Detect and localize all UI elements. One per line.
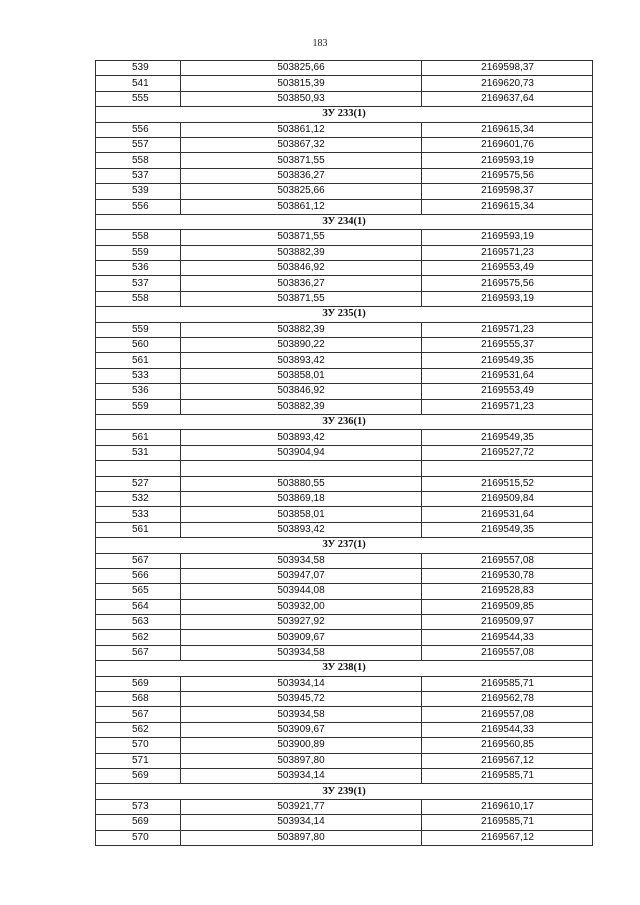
- y-coordinate: [422, 461, 593, 476]
- x-coordinate: 503861,12: [181, 122, 422, 137]
- parcel-label: ЗУ 236(1): [96, 414, 593, 429]
- x-coordinate: 503890,22: [181, 338, 422, 353]
- table-row: [96, 553, 593, 568]
- y-coordinate: 2169515,52: [422, 476, 593, 491]
- table-row: [96, 353, 593, 368]
- y-coordinate: 2169562,78: [422, 692, 593, 707]
- x-coordinate: 503927,92: [181, 615, 422, 630]
- y-coordinate: 2169593,19: [422, 230, 593, 245]
- table-row: [96, 522, 593, 537]
- x-coordinate: 503934,58: [181, 645, 422, 660]
- coordinates-table-body: [96, 61, 593, 846]
- point-number: 561: [96, 353, 181, 368]
- point-number: 569: [96, 676, 181, 691]
- x-coordinate: 503900,89: [181, 738, 422, 753]
- y-coordinate: 2169557,08: [422, 645, 593, 660]
- point-number: 569: [96, 768, 181, 783]
- point-number: 562: [96, 630, 181, 645]
- point-number: 539: [96, 61, 181, 76]
- x-coordinate: 503934,58: [181, 553, 422, 568]
- table-row: [96, 230, 593, 245]
- point-number: 541: [96, 76, 181, 91]
- y-coordinate: 2169557,08: [422, 553, 593, 568]
- table-row: [96, 768, 593, 783]
- point-number: 533: [96, 507, 181, 522]
- point-number: 566: [96, 568, 181, 583]
- table-row: [96, 399, 593, 414]
- y-coordinate: 2169531,64: [422, 507, 593, 522]
- x-coordinate: 503897,80: [181, 753, 422, 768]
- coordinates-table: [95, 60, 593, 846]
- x-coordinate: 503836,27: [181, 168, 422, 183]
- x-coordinate: 503934,58: [181, 707, 422, 722]
- x-coordinate: 503909,67: [181, 630, 422, 645]
- point-number: 539: [96, 184, 181, 199]
- point-number: 567: [96, 553, 181, 568]
- parcel-header-row: [96, 784, 593, 799]
- y-coordinate: 2169544,33: [422, 630, 593, 645]
- point-number: 567: [96, 645, 181, 660]
- parcel-header-row: [96, 214, 593, 229]
- x-coordinate: 503893,42: [181, 522, 422, 537]
- x-coordinate: 503932,00: [181, 599, 422, 614]
- y-coordinate: 2169571,23: [422, 245, 593, 260]
- table-row: [96, 445, 593, 460]
- point-number: 555: [96, 91, 181, 106]
- table-row: [96, 630, 593, 645]
- x-coordinate: 503934,14: [181, 676, 422, 691]
- y-coordinate: 2169557,08: [422, 707, 593, 722]
- point-number: 533: [96, 368, 181, 383]
- parcel-header-row: [96, 538, 593, 553]
- page-number: 183: [312, 38, 328, 49]
- parcel-label: ЗУ 239(1): [96, 784, 593, 799]
- y-coordinate: 2169571,23: [422, 399, 593, 414]
- y-coordinate: 2169530,78: [422, 568, 593, 583]
- table-row: [96, 676, 593, 691]
- y-coordinate: 2169549,35: [422, 353, 593, 368]
- y-coordinate: 2169527,72: [422, 445, 593, 460]
- table-row: [96, 461, 593, 476]
- point-number: 532: [96, 491, 181, 506]
- x-coordinate: 503893,42: [181, 353, 422, 368]
- point-number: 570: [96, 830, 181, 845]
- parcel-header-row: [96, 307, 593, 322]
- parcel-header-row: [96, 107, 593, 122]
- y-coordinate: 2169531,64: [422, 368, 593, 383]
- table-row: [96, 753, 593, 768]
- x-coordinate: 503945,72: [181, 692, 422, 707]
- point-number: 527: [96, 476, 181, 491]
- table-row: [96, 168, 593, 183]
- table-row: [96, 476, 593, 491]
- y-coordinate: 2169615,34: [422, 199, 593, 214]
- x-coordinate: 503858,01: [181, 507, 422, 522]
- point-number: 536: [96, 261, 181, 276]
- y-coordinate: 2169509,97: [422, 615, 593, 630]
- table-row: [96, 199, 593, 214]
- point-number: 571: [96, 753, 181, 768]
- point-number: 559: [96, 399, 181, 414]
- x-coordinate: 503904,94: [181, 445, 422, 460]
- y-coordinate: 2169571,23: [422, 322, 593, 337]
- parcel-header-row: [96, 661, 593, 676]
- table-row: [96, 245, 593, 260]
- point-number: 561: [96, 430, 181, 445]
- y-coordinate: 2169585,71: [422, 768, 593, 783]
- table-row: [96, 692, 593, 707]
- point-number: 537: [96, 276, 181, 291]
- point-number: 567: [96, 707, 181, 722]
- point-number: 564: [96, 599, 181, 614]
- x-coordinate: [181, 461, 422, 476]
- x-coordinate: 503880,55: [181, 476, 422, 491]
- x-coordinate: 503947,07: [181, 568, 422, 583]
- table-row: [96, 815, 593, 830]
- x-coordinate: 503871,55: [181, 291, 422, 306]
- x-coordinate: 503861,12: [181, 199, 422, 214]
- table-row: [96, 384, 593, 399]
- table-row: [96, 830, 593, 845]
- y-coordinate: 2169567,12: [422, 830, 593, 845]
- x-coordinate: 503921,77: [181, 799, 422, 814]
- y-coordinate: 2169601,76: [422, 137, 593, 152]
- x-coordinate: 503897,80: [181, 830, 422, 845]
- table-row: [96, 91, 593, 106]
- table-row: [96, 645, 593, 660]
- y-coordinate: 2169544,33: [422, 722, 593, 737]
- y-coordinate: 2169637,64: [422, 91, 593, 106]
- x-coordinate: 503846,92: [181, 261, 422, 276]
- y-coordinate: 2169555,37: [422, 338, 593, 353]
- x-coordinate: 503882,39: [181, 322, 422, 337]
- x-coordinate: 503867,32: [181, 137, 422, 152]
- x-coordinate: 503825,66: [181, 61, 422, 76]
- x-coordinate: 503882,39: [181, 245, 422, 260]
- point-number: 556: [96, 199, 181, 214]
- y-coordinate: 2169585,71: [422, 676, 593, 691]
- parcel-label: ЗУ 238(1): [96, 661, 593, 676]
- point-number: 536: [96, 384, 181, 399]
- table-row: [96, 799, 593, 814]
- parcel-label: ЗУ 234(1): [96, 214, 593, 229]
- x-coordinate: 503893,42: [181, 430, 422, 445]
- parcel-label: ЗУ 235(1): [96, 307, 593, 322]
- point-number: 558: [96, 230, 181, 245]
- point-number: 558: [96, 153, 181, 168]
- table-row: [96, 338, 593, 353]
- y-coordinate: 2169615,34: [422, 122, 593, 137]
- point-number: 559: [96, 322, 181, 337]
- point-number: 557: [96, 137, 181, 152]
- point-number: 565: [96, 584, 181, 599]
- y-coordinate: 2169575,56: [422, 168, 593, 183]
- point-number: 570: [96, 738, 181, 753]
- table-row: [96, 153, 593, 168]
- y-coordinate: 2169575,56: [422, 276, 593, 291]
- x-coordinate: 503944,08: [181, 584, 422, 599]
- table-row: [96, 368, 593, 383]
- y-coordinate: 2169549,35: [422, 430, 593, 445]
- table-row: [96, 137, 593, 152]
- y-coordinate: 2169598,37: [422, 61, 593, 76]
- point-number: 559: [96, 245, 181, 260]
- table-row: [96, 738, 593, 753]
- x-coordinate: 503909,67: [181, 722, 422, 737]
- table-row: [96, 61, 593, 76]
- point-number: 569: [96, 815, 181, 830]
- table-row: [96, 707, 593, 722]
- y-coordinate: 2169553,49: [422, 384, 593, 399]
- point-number: 531: [96, 445, 181, 460]
- table-row: [96, 615, 593, 630]
- y-coordinate: 2169567,12: [422, 753, 593, 768]
- table-row: [96, 184, 593, 199]
- x-coordinate: 503846,92: [181, 384, 422, 399]
- table-row: [96, 276, 593, 291]
- point-number: [96, 461, 181, 476]
- point-number: 561: [96, 522, 181, 537]
- x-coordinate: 503869,18: [181, 491, 422, 506]
- point-number: 556: [96, 122, 181, 137]
- table-row: [96, 507, 593, 522]
- y-coordinate: 2169560,85: [422, 738, 593, 753]
- x-coordinate: 503850,93: [181, 91, 422, 106]
- table-row: [96, 491, 593, 506]
- y-coordinate: 2169598,37: [422, 184, 593, 199]
- table-row: [96, 599, 593, 614]
- table-row: [96, 291, 593, 306]
- y-coordinate: 2169593,19: [422, 153, 593, 168]
- point-number: 568: [96, 692, 181, 707]
- table-row: [96, 430, 593, 445]
- y-coordinate: 2169509,85: [422, 599, 593, 614]
- parcel-label: ЗУ 237(1): [96, 538, 593, 553]
- y-coordinate: 2169593,19: [422, 291, 593, 306]
- x-coordinate: 503871,55: [181, 153, 422, 168]
- x-coordinate: 503815,39: [181, 76, 422, 91]
- point-number: 537: [96, 168, 181, 183]
- x-coordinate: 503836,27: [181, 276, 422, 291]
- y-coordinate: 2169509,84: [422, 491, 593, 506]
- y-coordinate: 2169528,83: [422, 584, 593, 599]
- x-coordinate: 503825,66: [181, 184, 422, 199]
- point-number: 563: [96, 615, 181, 630]
- y-coordinate: 2169610,17: [422, 799, 593, 814]
- table-row: [96, 322, 593, 337]
- x-coordinate: 503882,39: [181, 399, 422, 414]
- y-coordinate: 2169585,71: [422, 815, 593, 830]
- y-coordinate: 2169553,49: [422, 261, 593, 276]
- x-coordinate: 503934,14: [181, 815, 422, 830]
- x-coordinate: 503934,14: [181, 768, 422, 783]
- y-coordinate: 2169549,35: [422, 522, 593, 537]
- parcel-header-row: [96, 414, 593, 429]
- y-coordinate: 2169620,73: [422, 76, 593, 91]
- table-row: [96, 76, 593, 91]
- table-row: [96, 261, 593, 276]
- x-coordinate: 503871,55: [181, 230, 422, 245]
- x-coordinate: 503858,01: [181, 368, 422, 383]
- point-number: 562: [96, 722, 181, 737]
- point-number: 560: [96, 338, 181, 353]
- point-number: 573: [96, 799, 181, 814]
- table-row: [96, 568, 593, 583]
- parcel-label: ЗУ 233(1): [96, 107, 593, 122]
- table-row: [96, 122, 593, 137]
- table-row: [96, 584, 593, 599]
- point-number: 558: [96, 291, 181, 306]
- table-row: [96, 722, 593, 737]
